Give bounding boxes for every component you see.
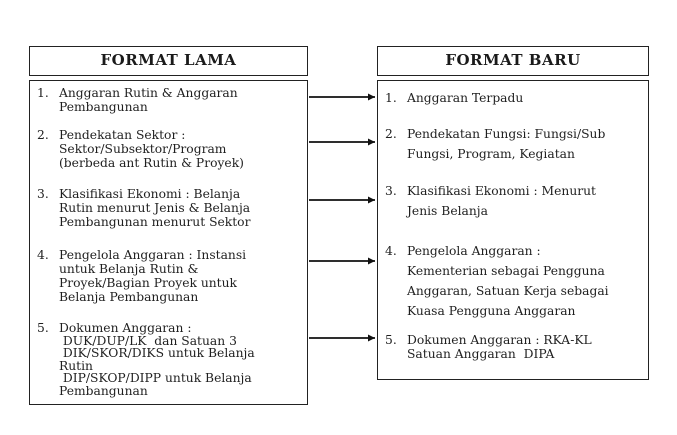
baru-item-3-line: Jenis Belanja [407,204,488,218]
baru-item-2-line: Fungsi, Program, Kegiatan [407,147,575,161]
lama-item-2-line: Pendekatan Sektor : [59,128,186,142]
lama-item-5-num: 5. [37,321,49,335]
baru-item-3-line: Klasifikasi Ekonomi : Menurut [407,184,596,198]
baru-item-2-num: 2. [385,127,397,141]
lama-item-2-line: (berbeda ant Rutin & Proyek) [59,156,244,170]
lama-item-3-line: Pembangunan menurut Sektor [59,215,251,229]
lama-item-5-line: Rutin [59,358,93,373]
lama-item-5-line: DUK/DUP/LK dan Satuan 3 [59,333,237,348]
lama-item-5-line: DIK/SKOR/DIKS untuk Belanja [59,346,255,360]
baru-item-4-line: Anggaran, Satuan Kerja sebagai [407,284,609,298]
lama-item-4-line: untuk Belanja Rutin & [59,262,199,276]
baru-item-5-line: Satuan Anggaran DIPA [407,347,555,361]
baru-item-4-line: Pengelola Anggaran : [407,244,541,258]
lama-item-1-num: 1. [37,86,49,100]
baru-item-4-line: Kementerian sebagai Pengguna [407,264,605,278]
baru-item-4-line: Kuasa Pengguna Anggaran [407,304,576,318]
format-lama-title: FORMAT LAMA [100,51,237,69]
lama-item-3-line: Rutin menurut Jenis & Belanja [59,201,251,215]
baru-item-1-num: 1. [385,91,397,105]
lama-item-4-line: Pengelola Anggaran : Instansi [59,248,247,262]
lama-item-5-line: Pembangunan [59,383,148,398]
baru-item-1-line: Anggaran Terpadu [407,91,524,105]
lama-item-5-line: DIP/SKOP/DIPP untuk Belanja [59,371,252,385]
baru-item-5-num: 5. [385,333,397,347]
lama-item-4-num: 4. [37,248,49,262]
baru-item-4-num: 4. [385,244,397,258]
lama-item-2-line: Sektor/Subsektor/Program [59,142,227,156]
lama-item-3-line: Klasifikasi Ekonomi : Belanja [59,187,241,201]
lama-item-2-num: 2. [37,128,49,142]
baru-item-5-line: Dokumen Anggaran : RKA-KL [407,333,592,347]
baru-item-2-line: Pendekatan Fungsi: Fungsi/Sub [407,127,606,141]
lama-item-1-line: Anggaran Rutin & Anggaran [59,86,238,100]
lama-item-1-line: Pembangunan [59,100,148,114]
lama-item-3-num: 3. [37,187,49,201]
format-baru-title: FORMAT BARU [445,51,581,69]
lama-item-5-line: Dokumen Anggaran : [59,321,192,335]
lama-item-4-line: Proyek/Bagian Proyek untuk [59,276,237,290]
baru-item-3-num: 3. [385,184,397,198]
lama-item-4-line: Belanja Pembangunan [59,290,199,304]
